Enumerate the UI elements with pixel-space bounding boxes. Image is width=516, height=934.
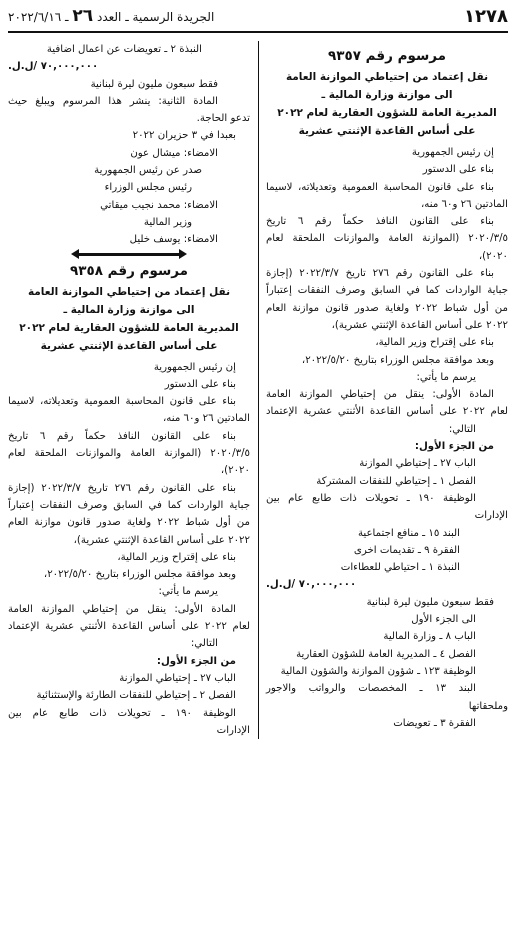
issue-number: ٢٦	[72, 6, 94, 26]
text-line: جباية الواردات كما في السابق وصرف النفقات إعتباراً	[266, 285, 508, 297]
text-line: الى الجزء الأول	[411, 614, 476, 626]
text-line: المادتين ٢٦ و٦٠ منه،	[163, 413, 250, 425]
item-line: البند ١٣ ـ المخصصات والرواتب والاجور	[266, 683, 476, 695]
text-line: وبعد موافقة مجلس الوزراء بتاريخ ٢٠٢٢/٥/٢٠،	[43, 569, 236, 581]
clause-line: النبذة ١ ـ احتياطي للعطاءات	[340, 562, 460, 574]
text-line: وملحقاتها	[468, 700, 508, 712]
text-line: وبعد موافقة مجلس الوزراء بتاريخ ٢٠٢٢/٥/٢٠،	[301, 354, 494, 366]
text-line: ٢٠٢٠)،	[220, 465, 250, 477]
decree-subtitle-line: الى موازنة وزارة المالية ـ	[321, 89, 453, 101]
section-line: الفصل ٤ ـ المديرية العامة للشؤون العقارية	[296, 648, 476, 660]
text-line: إن رئيس الجمهورية	[411, 147, 494, 158]
text-line: يرسم ما يأتي:	[158, 586, 218, 598]
text-line: بناء على قانون المحاسبة العمومية وتعديلاته، لاسيما	[8, 396, 236, 408]
text-line: جباية الواردات كما في السابق وصرف النفقات إعتباراً	[8, 499, 250, 511]
text-line: وزير المالية	[143, 216, 192, 228]
gazette-name: الجريدة الرسمية ـ العدد	[96, 10, 215, 24]
chapter-line: الباب ٨ ـ وزارة المالية	[383, 631, 476, 643]
text-line: التالي:	[448, 423, 476, 435]
amount-line: ٧٠,٠٠٠,٠٠٠ /ل.ل.	[266, 579, 357, 591]
clause-line: النبذة ٢ ـ تعويضات عن اعمال اضافية	[46, 44, 202, 55]
paragraph-line: الفقرة ٩ ـ تقديمات اخرى	[353, 544, 460, 556]
issue-date: ـ ٢٠٢٢/٦/١٦	[8, 10, 69, 24]
place-date: بعبدا في ٣ حزيران ٢٠٢٢	[132, 130, 236, 142]
text-line: فقط سبعون مليون ليرة لبنانية	[366, 596, 494, 608]
text-line: ٢٠٢٠/٣/٥ (الموازنة العامة والموازنات الملحقة لعام	[8, 448, 250, 460]
decree-subtitle-line: على أساس القاعدة الإثنتي عشرية	[40, 339, 218, 352]
text-line: بناء على إقتراح وزير المالية،	[375, 337, 494, 349]
text-line: بناء على قانون المحاسبة العمومية وتعديلاته، لاسيما	[266, 181, 494, 193]
text-line: من أول شباط ٢٠٢٢ ولغاية صدور قانون موازنة العام	[8, 517, 251, 529]
text-line: بناء على الدستور	[164, 378, 236, 390]
text-line: ٢٠٢٠/٣/٥ (الموازنة العامة والموازنات الملحقة لعام	[266, 233, 508, 245]
item-line: البند ١٥ ـ منافع اجتماعية	[357, 527, 460, 539]
article-two-line: المادة الثانية: ينشر هذا المرسوم ويبلغ حيث	[8, 95, 218, 107]
issued-by-line: صدر عن رئيس الجمهورية	[94, 165, 202, 177]
text-line: بناء على الدستور	[422, 164, 494, 176]
text-line: ٢٠٢٢ على أساس القاعدة الإثنتي عشرية)،	[331, 319, 508, 331]
amount-line: ٧٠,٠٠٠,٠٠٠ /ل.ل.	[8, 61, 99, 73]
chapter-line: الباب ٢٧ ـ إحتياطي الموازنة	[119, 672, 236, 684]
part-heading: من الجزء الأول:	[156, 655, 236, 667]
text-line: لعام ٢٠٢٢ على أساس القاعدة الأثنتي عشرية الإعتماد	[8, 621, 250, 633]
left-column	[8, 41, 250, 739]
columns	[8, 41, 508, 739]
text-line: تدعو الحاجة.	[196, 113, 250, 125]
signature-line: الامضاء: ميشال عون	[130, 147, 218, 159]
paragraph-line: الفقرة ٣ ـ تعويضات	[393, 717, 476, 729]
article-one-line: المادة الأولى: ينقل من إحتياطي الموازنة العامة	[266, 389, 494, 401]
article-one-line: المادة الأولى: ينقل من إحتياطي الموازنة العامة	[8, 603, 236, 615]
decree-separator	[8, 253, 250, 256]
text-line: فقط سبعون مليون ليرة لبنانية	[90, 78, 218, 90]
text-line: بناء على القانون رقم ٢٧٦ تاريخ ٢٠٢٢/٣/٧ (إجازة	[8, 482, 237, 494]
right-column	[266, 41, 508, 739]
decree-subtitle-line: نقل إعتماد من إحتياطي الموازنة العامة	[27, 285, 231, 298]
text-line: المادتين ٢٦ و٦٠ منه،	[421, 198, 508, 210]
header-rule	[8, 31, 508, 33]
text-line: بناء على القانون النافذ حكماً رقم ٦ تاريخ	[266, 216, 494, 228]
signature-line: الامضاء: يوسف خليل	[129, 234, 218, 246]
decree-title: مرسوم رقم ٩٣٥٨	[70, 262, 188, 279]
part-heading: من الجزء الأول:	[414, 441, 494, 453]
decree-subtitle-line: الى موازنة وزارة المالية ـ	[63, 303, 195, 316]
page-header	[8, 6, 508, 28]
decree-subtitle-line: نقل إعتماد من إحتياطي الموازنة العامة	[285, 71, 489, 83]
decree-subtitle-line: المديرية العامة للشؤون العقارية لعام ٢٠٢٢	[19, 321, 239, 334]
text-line: يرسم ما يأتي:	[416, 371, 476, 383]
page-number: ١٢٧٨	[464, 6, 508, 27]
section-line: الفصل ١ ـ إحتياطي للنفقات المشتركة	[316, 475, 476, 487]
text-line: ٢٠٢٠)،	[478, 250, 508, 262]
text-line: الإدارات	[216, 724, 250, 736]
function-line: الوظيفة ١٩٠ ـ تحويلات ذات طابع عام بين	[266, 492, 476, 504]
text-line: من أول شباط ٢٠٢٢ ولغاية صدور قانون موازنة العام	[266, 302, 509, 314]
gazette-title	[8, 5, 214, 28]
signature-line: الامضاء: محمد نجيب ميقاتي	[100, 199, 218, 211]
decree-subtitle-line: المديرية العامة للشؤون العقارية لعام ٢٠٢٢	[277, 107, 497, 119]
decree-title: مرسوم رقم ٩٣٥٧	[328, 48, 446, 64]
text-line: ٢٠٢٢ على أساس القاعدة الإثنتي عشرية)،	[73, 534, 250, 546]
text-line: الإدارات	[474, 510, 508, 522]
text-line: لعام ٢٠٢٢ على أساس القاعدة الأثنتي عشرية الإعتماد	[266, 406, 508, 418]
decree-subtitle-line: على أساس القاعدة الإثنتي عشرية	[298, 125, 476, 137]
text-line: بناء على القانون رقم ٢٧٦ تاريخ ٢٠٢٢/٣/٧ (إجازة	[266, 268, 495, 280]
text-line: إن رئيس الجمهورية	[153, 361, 236, 373]
function-line: الوظيفة ١٩٠ ـ تحويلات ذات طابع عام بين	[8, 707, 237, 719]
column-divider	[258, 41, 259, 739]
text-line: بناء على القانون النافذ حكماً رقم ٦ تاريخ	[8, 430, 236, 442]
section-line: الفصل ٢ ـ إحتياطي للنفقات الطارئة والإستثنائية	[36, 690, 236, 702]
function-line: الوظيفة ١٢٣ ـ شؤون الموازنة والشؤون المالية	[280, 665, 476, 677]
text-line: رئيس مجلس الوزراء	[104, 182, 192, 194]
text-line: التالي:	[190, 638, 218, 650]
text-line: بناء على إقتراح وزير المالية،	[117, 551, 236, 563]
chapter-line: الباب ٢٧ ـ إحتياطي الموازنة	[359, 458, 476, 470]
